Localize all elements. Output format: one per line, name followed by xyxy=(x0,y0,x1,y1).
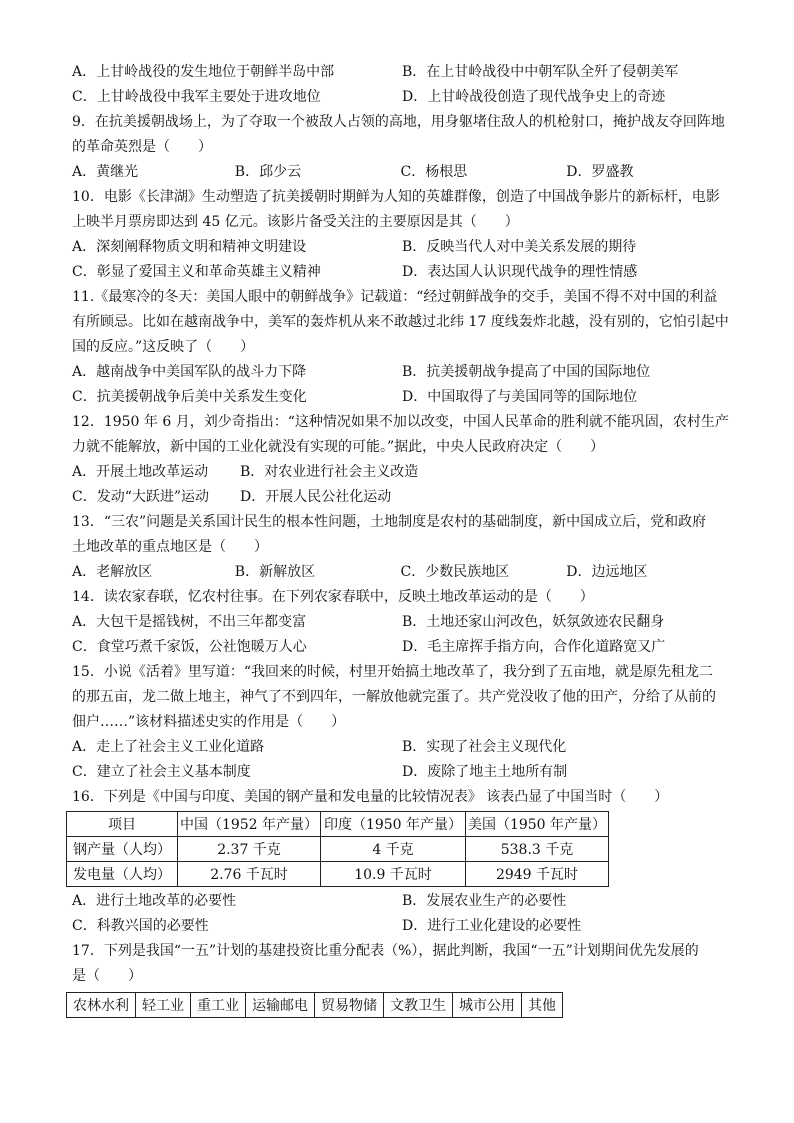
q9-option-d[interactable]: D．罗盛教 xyxy=(566,164,634,180)
q8-option-c[interactable]: C．上甘岭战役中我军主要处于进攻地位 xyxy=(72,89,321,105)
table-header-cell: 中国（1952 年产量） xyxy=(178,812,321,837)
q11-option-c[interactable]: C．抗美援朝战争后美中关系发生变化 xyxy=(72,389,307,405)
table-cell: 10.9 千瓦时 xyxy=(321,862,466,887)
q15-option-c[interactable]: C．建立了社会主义基本制度 xyxy=(72,764,251,780)
q13-stem-line2: 土地改革的重点地区是（ ） xyxy=(72,539,268,555)
q12-options-row1 xyxy=(72,460,732,485)
q8-options-row1 xyxy=(72,60,732,85)
q15-option-d[interactable]: D．废除了地主土地所有制 xyxy=(402,764,568,780)
table-header-cell: 项目 xyxy=(67,812,178,837)
q12-option-d[interactable]: D．开展人民公社化运动 xyxy=(240,489,392,505)
q15-option-b[interactable]: B．实现了社会主义现代化 xyxy=(402,739,567,755)
q11-option-b[interactable]: B．抗美援朝战争提高了中国的国际地位 xyxy=(402,364,651,380)
q14-options-row1 xyxy=(72,610,732,635)
q11-options-row2 xyxy=(72,385,732,410)
q12-stem-line2: 力就不能解放，新中国的工业化就没有实现的可能。”据此，中央人民政府决定（ ） xyxy=(72,439,605,455)
q17-investment-table xyxy=(66,992,563,1018)
q11-option-d[interactable]: D．中国取得了与美国同等的国际地位 xyxy=(402,389,638,405)
q13-options xyxy=(72,560,732,585)
table-header-cell: 运输邮电 xyxy=(246,993,315,1018)
q15-stem-line2: 的那五亩，龙二做上地主，神气了不到四年，一解放他就完蛋了。共产党没收了他的田产，分给了从前的 xyxy=(72,689,716,705)
q11-stem-line3: 国的反应。”这反映了（ ） xyxy=(72,339,255,355)
q10-option-a[interactable]: A．深刻阐释物质文明和精神文明建设 xyxy=(72,239,307,255)
q15-stem-line1: 15．小说《活着》里写道：“我回来的时候，村里开始搞土地改革了，我分到了五亩地，就是原先租龙二 xyxy=(72,664,713,680)
q8-option-a[interactable]: A．上甘岭战役的发生地位于朝鲜半岛中部 xyxy=(72,64,335,80)
q13-option-b[interactable]: B．新解放区 xyxy=(234,564,316,580)
q17-stem-line1: 17．下列是我国“一五”计划的基建投资比重分配表（%），据此判断，我国“一五”计划期间优先发展的 xyxy=(72,943,699,959)
q13-option-c[interactable]: C．少数民族地区 xyxy=(400,564,510,580)
table-cell: 2.76 千瓦时 xyxy=(178,862,321,887)
q13-option-a[interactable]: A．老解放区 xyxy=(72,564,153,580)
table-header-cell: 文教卫生 xyxy=(384,993,453,1018)
q12-stem-line1: 12．1950 年 6 月，刘少奇指出：“这种情况如果不加以改变，中国人民革命的胜利就不能巩固，农村生产 xyxy=(72,414,729,430)
q10-options-row2 xyxy=(72,260,732,285)
q12-option-b[interactable]: B．对农业进行社会主义改造 xyxy=(240,464,419,480)
q11-stem-line2: 有所顾忌。比如在越南战争中，美军的轰炸机从来不敢越过北纬 17 度线轰炸北越，没有别的，它怕引起中 xyxy=(72,314,729,330)
q11-option-a[interactable]: A．越南战争中美国军队的战斗力下降 xyxy=(72,364,307,380)
table-cell: 发电量（人均） xyxy=(67,862,178,887)
q8-option-b[interactable]: B．在上甘岭战役中中朝军队全歼了侵朝美军 xyxy=(402,64,679,80)
q14-stem-line1: 14．读农家春联，忆农村往事。在下列农家春联中，反映土地改革运动的是（ ） xyxy=(72,589,594,605)
q8-option-d[interactable]: D．上甘岭战役创造了现代战争史上的奇迹 xyxy=(402,89,666,105)
q14-option-d[interactable]: D．毛主席挥手指方向，合作化道路宽又广 xyxy=(402,639,666,655)
table-header-cell: 轻工业 xyxy=(136,993,191,1018)
exam-page xyxy=(72,60,732,1018)
q12-option-c[interactable]: C．发动“大跃进”运动 xyxy=(72,489,210,505)
q9-option-c[interactable]: C．杨根思 xyxy=(400,164,468,180)
q10-stem-line1: 10．电影《长津湖》生动塑造了抗美援朝时期鲜为人知的英雄群像，创造了中国战争影片的新标杆，电影 xyxy=(72,189,720,205)
q16-comparison-table xyxy=(66,811,609,887)
q16-option-b[interactable]: B．发展农业生产的必要性 xyxy=(402,893,567,909)
q14-options-row2 xyxy=(72,635,732,660)
q16-stem-line1: 16．下列是《中国与印度、美国的钢产量和发电量的比较情况表》 该表凸显了中国当时（ ） xyxy=(72,789,669,805)
q14-option-c[interactable]: C．食堂巧煮千家饭，公社饱暖万人心 xyxy=(72,639,307,655)
table-header-cell: 城市公用 xyxy=(453,993,522,1018)
q12-options-row2 xyxy=(72,485,732,510)
table-header-cell: 重工业 xyxy=(191,993,246,1018)
q10-options-row1 xyxy=(72,235,732,260)
q12-option-a[interactable]: A．开展土地改革运动 xyxy=(72,464,209,480)
q13-stem-line1: 13．“三农”问题是关系国计民生的根本性问题，土地制度是农村的基础制度，新中国成立后，党和政府 xyxy=(72,514,707,530)
q9-option-b[interactable]: B．邱少云 xyxy=(234,164,302,180)
q10-option-c[interactable]: C．彰显了爱国主义和革命英雄主义精神 xyxy=(72,264,321,280)
table-cell: 2.37 千克 xyxy=(178,837,321,862)
q17-stem-line2: 是（ ） xyxy=(72,968,142,984)
table-header-cell: 印度（1950 年产量） xyxy=(321,812,466,837)
table-header-row xyxy=(67,812,609,837)
table-header-cell: 美国（1950 年产量） xyxy=(466,812,609,837)
q10-option-d[interactable]: D．表达国人认识现代战争的理性情感 xyxy=(402,264,638,280)
q9-option-a[interactable]: A．黄继光 xyxy=(72,164,139,180)
table-header-cell: 农林水利 xyxy=(67,993,136,1018)
table-row xyxy=(67,862,609,887)
q15-option-a[interactable]: A．走上了社会主义工业化道路 xyxy=(72,739,265,755)
table-header-cell: 贸易物储 xyxy=(315,993,384,1018)
table-header-cell: 其他 xyxy=(522,993,563,1018)
q13-option-d[interactable]: D．边远地区 xyxy=(566,564,648,580)
q16-options-row1 xyxy=(72,889,732,914)
q11-options-row1 xyxy=(72,360,732,385)
q10-stem-line2: 上映半月票房即达到 45 亿元。该影片备受关注的主要原因是其（ ） xyxy=(72,214,519,230)
q16-option-d[interactable]: D．进行工业化建设的必要性 xyxy=(402,918,582,934)
q16-options-row2 xyxy=(72,914,732,939)
q9-options xyxy=(72,160,732,185)
table-header-row xyxy=(67,993,563,1018)
q9-stem-line2: 的革命英烈是（ ） xyxy=(72,139,212,155)
q8-options-row2 xyxy=(72,85,732,110)
q14-option-a[interactable]: A．大包干是摇钱树，不出三年都变富 xyxy=(72,614,307,630)
table-cell: 2949 千瓦时 xyxy=(466,862,609,887)
q16-option-c[interactable]: C．科教兴国的必要性 xyxy=(72,918,209,934)
q11-stem-line1: 11.《最寒冷的冬天：美国人眼中的朝鲜战争》记载道：“经过朝鲜战争的交手，美国不得不对中国的利益 xyxy=(72,289,718,305)
q15-options-row2 xyxy=(72,760,732,785)
q14-option-b[interactable]: B．土地还家山河改色，妖氛敛迹农民翻身 xyxy=(402,614,665,630)
q10-option-b[interactable]: B．反映当代人对中美关系发展的期待 xyxy=(402,239,637,255)
table-row xyxy=(67,837,609,862)
table-cell: 4 千克 xyxy=(321,837,466,862)
q9-stem-line1: 9．在抗美援朝战场上，为了夺取一个被敌人占领的高地，用身躯堵住敌人的机枪射口，掩护战友夺回阵地 xyxy=(72,114,725,130)
table-cell: 钢产量（人均） xyxy=(67,837,178,862)
q15-stem-line3: 佃户……”该材料描述史实的作用是（ ） xyxy=(72,714,346,730)
q15-options-row1 xyxy=(72,735,732,760)
q16-option-a[interactable]: A．进行土地改革的必要性 xyxy=(72,893,237,909)
table-cell: 538.3 千克 xyxy=(466,837,609,862)
